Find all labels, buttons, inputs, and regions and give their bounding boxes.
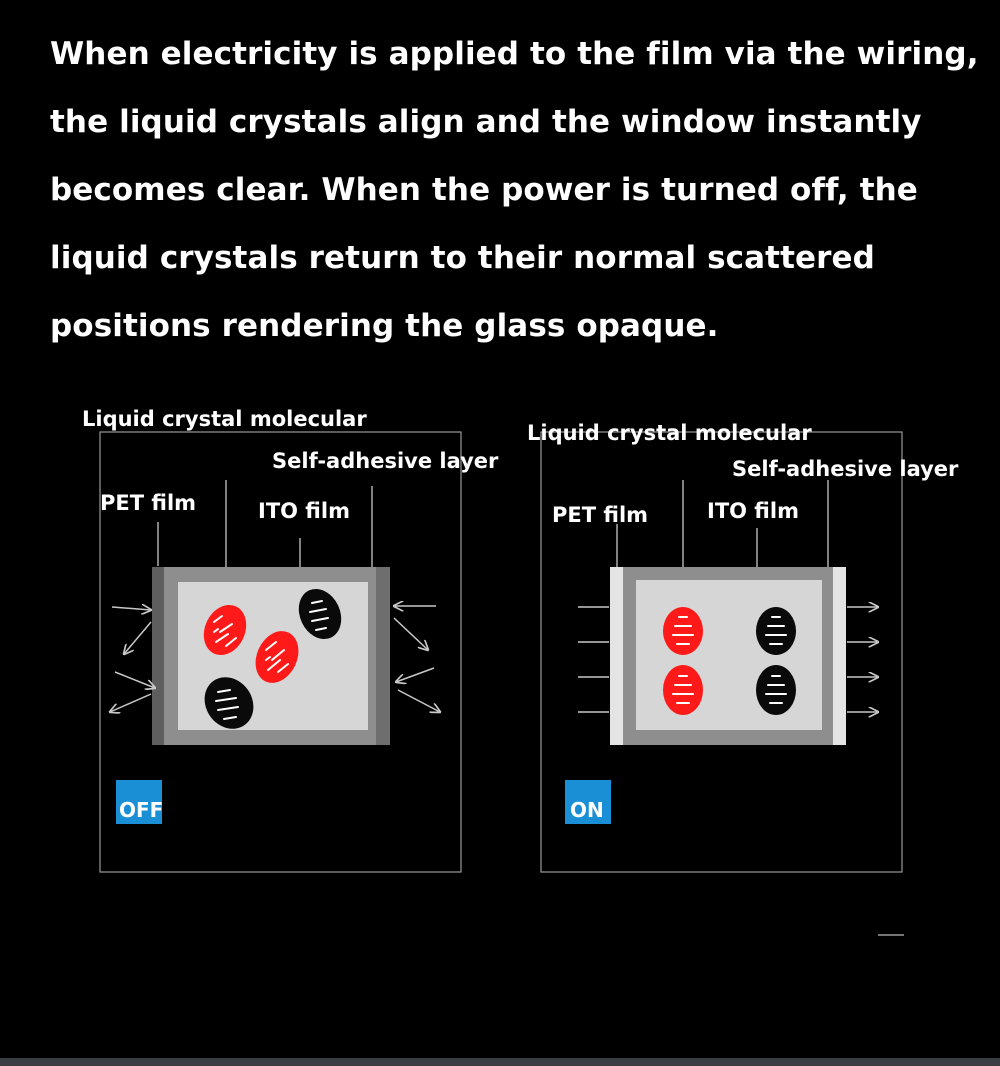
- intro-line: the liquid crystals align and the window instantly: [50, 104, 922, 140]
- crystal-red: [663, 665, 703, 715]
- panel-off: [82, 407, 499, 872]
- pet-film-label: PET film: [100, 491, 197, 515]
- pet-film-layer: [610, 567, 623, 745]
- intro-line: liquid crystals return to their normal scattered: [50, 240, 875, 276]
- self-adhesive-strip: [376, 567, 390, 745]
- off-badge-label: OFF: [119, 798, 164, 822]
- intro-line: positions rendering the glass opaque.: [50, 308, 719, 344]
- pet-film-label: PET film: [552, 503, 649, 527]
- on-badge-label: ON: [570, 798, 604, 822]
- crystal-black: [756, 607, 796, 655]
- self-adhesive-strip: [833, 567, 846, 745]
- liquid-crystal-label: Liquid crystal molecular: [82, 407, 367, 431]
- liquid-crystal-chamber: [636, 580, 822, 730]
- ito-film-label: ITO film: [707, 499, 799, 523]
- pet-film-layer: [152, 567, 164, 745]
- liquid-crystal-label: Liquid crystal molecular: [527, 421, 812, 445]
- self-adhesive-label: Self-adhesive layer: [732, 457, 959, 481]
- panel-on: [527, 421, 959, 872]
- bottom-bar: [0, 1058, 1000, 1066]
- ito-film-label: ITO film: [258, 499, 350, 523]
- crystal-black: [756, 665, 796, 715]
- intro-line: becomes clear. When the power is turned off, the: [50, 172, 918, 208]
- intro-line: When electricity is applied to the film via the wiring,: [50, 36, 979, 72]
- crystal-red: [663, 607, 703, 655]
- self-adhesive-label: Self-adhesive layer: [272, 449, 499, 473]
